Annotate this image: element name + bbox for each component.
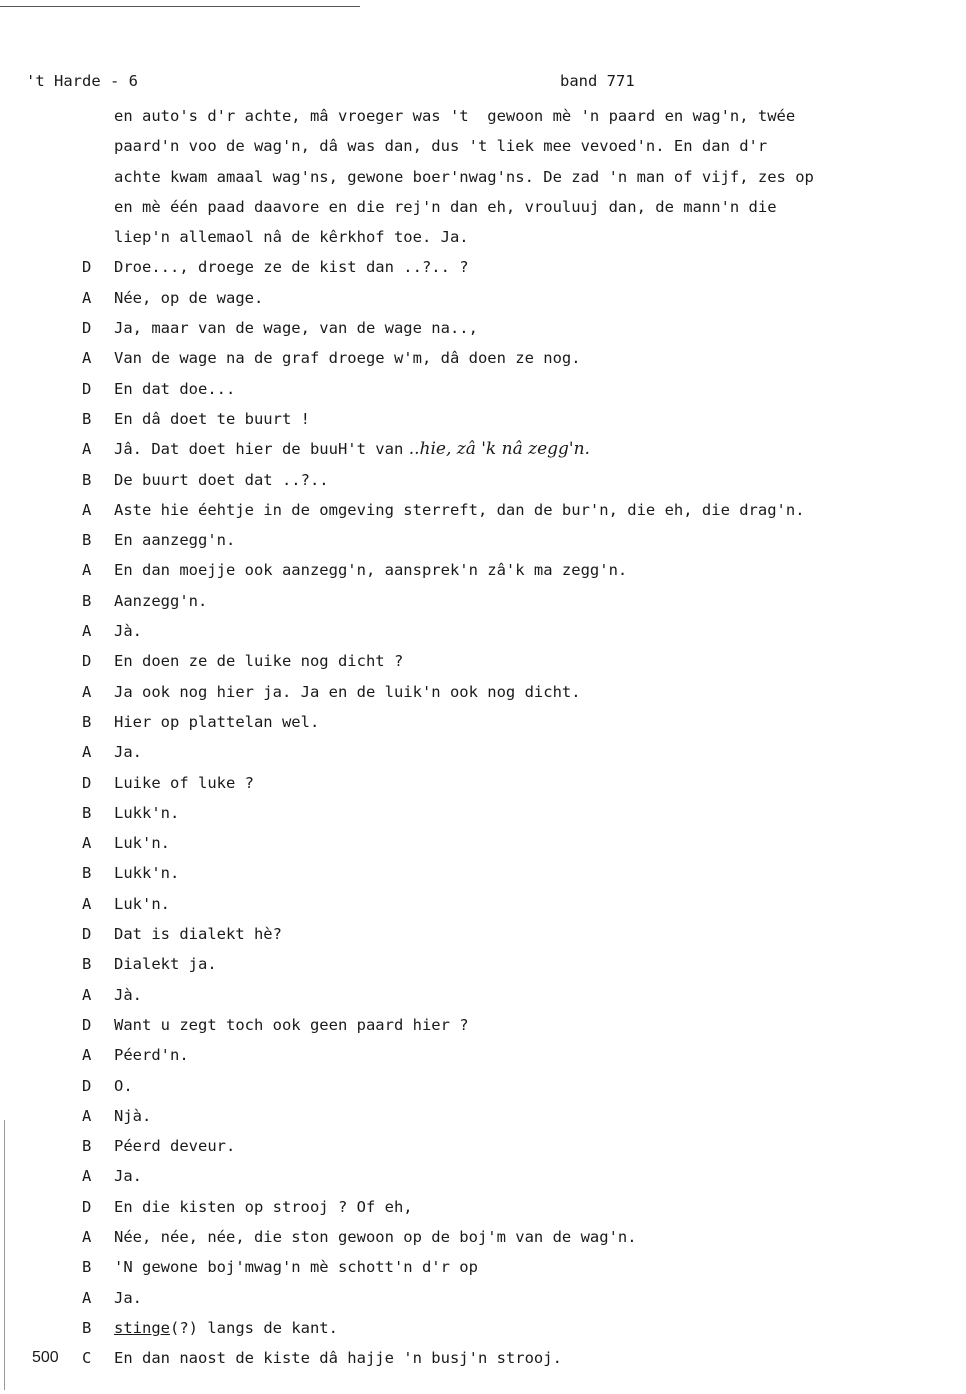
top-rule: [0, 6, 360, 7]
page-header: 't Harde - 6: [26, 72, 138, 90]
utterance-text: En aanzegg'n.: [114, 531, 236, 550]
utterance-text: Jâ. Dat doet hier de buuH't van ..hie, zâ 'k nâ zegg'n.: [114, 439, 590, 460]
transcript-line: [0, 798, 966, 828]
speaker-label: A: [82, 1227, 92, 1246]
transcript-line: [0, 343, 966, 373]
transcript-line: [0, 1222, 966, 1252]
utterance-text: Want u zegt toch ook geen paard hier ?: [114, 1015, 469, 1034]
speaker-label: D: [82, 652, 92, 671]
speaker-label: B: [82, 712, 92, 731]
speaker-label: A: [82, 985, 92, 1004]
transcript-line: [0, 1101, 966, 1131]
transcript-line: [0, 222, 966, 252]
speaker-label: A: [82, 682, 92, 701]
transcript-line: [0, 737, 966, 767]
transcript-line: [0, 1071, 966, 1101]
transcript-line: [0, 101, 966, 131]
utterance-text: en auto's d'r achte, mâ vroeger was 't gewoon mè 'n paard en wag'n, twée: [114, 107, 796, 125]
utterance-text: En die kisten op strooj ? Of eh,: [114, 1197, 413, 1216]
speaker-label: B: [82, 955, 92, 974]
utterance-text: Jà.: [114, 985, 142, 1004]
speaker-label: A: [82, 288, 92, 307]
utterance-text: Njà.: [114, 1106, 152, 1125]
transcript-line: [0, 616, 966, 646]
speaker-label: D: [82, 1015, 92, 1034]
speaker-label: A: [82, 622, 92, 641]
transcript: [0, 101, 966, 1373]
speaker-label: B: [82, 470, 92, 489]
transcript-line: [0, 858, 966, 888]
utterance-text: Dat is dialekt hè?: [114, 925, 282, 944]
speaker-label: B: [82, 1258, 92, 1277]
transcript-line: [0, 1161, 966, 1191]
utterance-text: Péerd'n.: [114, 1046, 189, 1065]
utterance-text: en mè één paad daavore en die rej'n dan eh, vrouluuj dan, de mann'n die: [114, 197, 777, 216]
speaker-label: D: [82, 925, 92, 944]
utterance-text: Ja.: [114, 1167, 142, 1186]
speaker-label: B: [82, 591, 92, 610]
utterance-text: Droe..., droege ze de kist dan ..?.. ?: [114, 258, 469, 277]
transcript-line: [0, 949, 966, 979]
utterance-text: Ja.: [114, 1288, 142, 1307]
transcript-line: [0, 646, 966, 676]
utterance-text: Jà.: [114, 622, 142, 641]
transcript-line: [0, 434, 966, 464]
transcript-line: [0, 131, 966, 161]
utterance-text: En dan naost de kiste dâ hajje 'n busj'n strooj.: [114, 1349, 562, 1368]
utterance-text: Lukk'n.: [114, 864, 180, 883]
utterance-text: Van de wage na de graf droege w'm, dâ doen ze nog.: [114, 349, 581, 368]
transcript-line: [0, 677, 966, 707]
band-number: band 771: [560, 72, 635, 90]
transcript-line: [0, 768, 966, 798]
speaker-label: B: [82, 409, 92, 428]
transcript-line: [0, 192, 966, 222]
speaker-label: A: [82, 561, 92, 580]
utterance-text: Ja, maar van de wage, van de wage na..,: [114, 319, 478, 338]
speaker-label: A: [82, 349, 92, 368]
transcript-line: [0, 1343, 966, 1373]
utterance-text: stinge(?) langs de kant.: [114, 1318, 338, 1337]
utterance-text: Aanzegg'n.: [114, 591, 208, 610]
speaker-label: A: [82, 500, 92, 519]
utterance-text: Péerd deveur.: [114, 1137, 236, 1156]
speaker-label: D: [82, 773, 92, 792]
speaker-label: B: [82, 1318, 92, 1337]
transcript-line: [0, 525, 966, 555]
utterance-text: Ja ook nog hier ja. Ja en de luik'n ook nog dicht.: [114, 682, 581, 701]
utterance-text: En dâ doet te buurt !: [114, 409, 310, 428]
utterance-text: liep'n allemaol nâ de kêrkhof toe. Ja.: [114, 228, 469, 247]
utterance-text: De buurt doet dat ..?..: [114, 470, 329, 489]
transcript-line: [0, 1040, 966, 1070]
speaker-label: A: [82, 894, 92, 913]
transcript-line: [0, 313, 966, 343]
utterance-text: Ja.: [114, 743, 142, 762]
transcript-line: [0, 252, 966, 282]
utterance-text: O.: [114, 1076, 133, 1095]
transcript-line: [0, 1131, 966, 1161]
speaker-label: D: [82, 1076, 92, 1095]
speaker-label: B: [82, 531, 92, 550]
speaker-label: B: [82, 803, 92, 822]
utterance-text: paard'n voo de wag'n, dâ was dan, dus 't liek mee vevoed'n. En dan d'r: [114, 137, 768, 156]
transcript-line: [0, 707, 966, 737]
speaker-label: D: [82, 1197, 92, 1216]
transcript-line: [0, 889, 966, 919]
speaker-label: A: [82, 1046, 92, 1065]
utterance-text: Dialekt ja.: [114, 955, 217, 974]
transcript-line: [0, 1283, 966, 1313]
transcript-line: [0, 374, 966, 404]
speaker-label: A: [82, 1106, 92, 1125]
utterance-text: En dat doe...: [114, 379, 236, 398]
transcript-line: [0, 1313, 966, 1343]
utterance-text: Née, op de wage.: [114, 288, 264, 307]
transcript-line: [0, 828, 966, 858]
speaker-label: A: [82, 440, 92, 459]
utterance-text: Née, née, née, die ston gewoon op de boj'm van de wag'n.: [114, 1227, 637, 1246]
speaker-label: B: [82, 864, 92, 883]
utterance-text: 'N gewone boj'mwag'n mè schott'n d'r op: [114, 1258, 478, 1277]
transcript-line: [0, 283, 966, 313]
transcript-line: [0, 980, 966, 1010]
speaker-label: B: [82, 1137, 92, 1156]
utterance-text: Lukk'n.: [114, 803, 180, 822]
speaker-label: D: [82, 258, 92, 277]
speaker-label: D: [82, 379, 92, 398]
utterance-text: Luk'n.: [114, 894, 170, 913]
margin-line-number: 500: [32, 1349, 59, 1367]
speaker-label: A: [82, 743, 92, 762]
speaker-label: A: [82, 1167, 92, 1186]
speaker-label: A: [82, 834, 92, 853]
transcript-line: [0, 404, 966, 434]
speaker-label: D: [82, 319, 92, 338]
transcript-line: [0, 1010, 966, 1040]
utterance-text: En dan moejje ook aanzegg'n, aansprek'n zâ'k ma zegg'n.: [114, 561, 628, 580]
transcript-line: [0, 586, 966, 616]
utterance-text: Luk'n.: [114, 834, 170, 853]
utterance-text: Aste hie éehtje in de omgeving sterreft, dan de bur'n, die eh, die drag'n.: [114, 500, 805, 519]
transcript-line: [0, 1252, 966, 1282]
transcript-line: [0, 465, 966, 495]
transcript-line: [0, 495, 966, 525]
transcript-line: [0, 1192, 966, 1222]
utterance-text: En doen ze de luike nog dicht ?: [114, 652, 404, 671]
transcript-line: [0, 162, 966, 192]
utterance-text: Luike of luke ?: [114, 773, 254, 792]
speaker-label: C: [82, 1349, 92, 1368]
handwritten-annotation: ..hie, zâ 'k nâ zegg'n.: [403, 439, 590, 460]
speaker-label: A: [82, 1288, 92, 1307]
transcript-line: [0, 555, 966, 585]
transcript-line: [0, 919, 966, 949]
utterance-text: achte kwam amaal wag'ns, gewone boer'nwag'ns. De zad 'n man of vijf, zes op: [114, 167, 814, 186]
utterance-text: Hier op plattelan wel.: [114, 712, 320, 731]
